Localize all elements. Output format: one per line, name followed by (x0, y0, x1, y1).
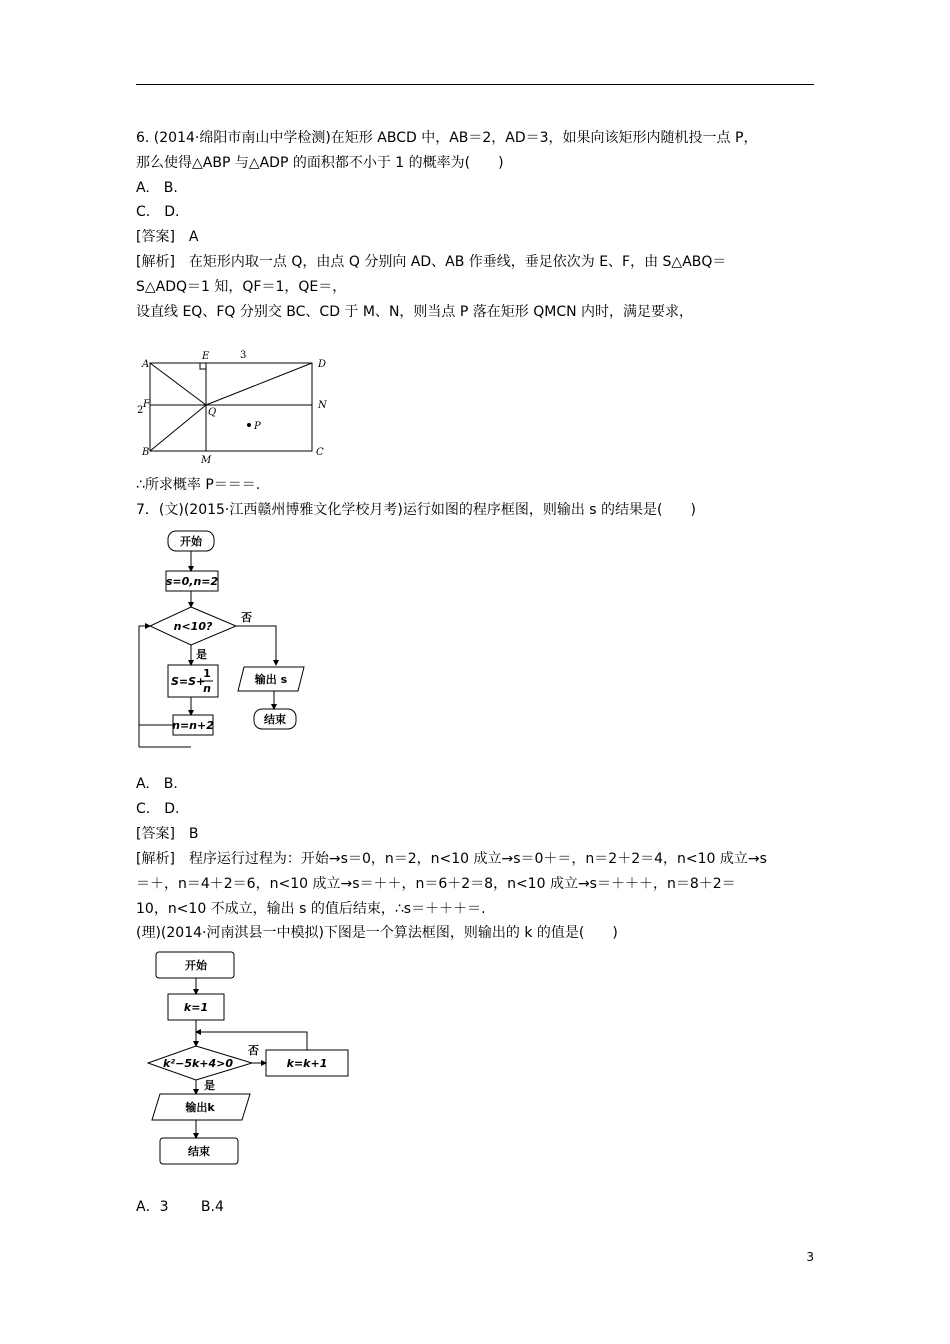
flow1-start: 开始 (180, 535, 202, 548)
q6-options-cd: C. D. (136, 204, 180, 220)
q6-answer: [答案] A (136, 229, 199, 245)
q6-options-ab: A. B. (136, 180, 178, 196)
flow1-frac-den: n (203, 682, 211, 695)
label-c: C (316, 447, 324, 458)
q7-answer: [答案] B (136, 826, 199, 842)
label-a: A (142, 359, 150, 370)
label-n: N (318, 400, 327, 411)
q7-options-ab: A. B. (136, 776, 178, 792)
rectangle-figure (136, 345, 336, 467)
q6-conclusion: ∴所求概率 P＝＝＝. (136, 477, 261, 493)
flow1-incr: n=n+2 (172, 719, 214, 732)
header-rule (136, 84, 814, 85)
flow2-incr: k=k+1 (286, 1057, 328, 1070)
flow1-no: 否 (241, 611, 252, 624)
flow2-no: 否 (248, 1044, 259, 1057)
flow1-init: s=0,n=2 (165, 575, 219, 588)
label-f: F (143, 399, 150, 410)
q6-line2: 那么使得△ABP 与△ADP 的面积都不小于 1 的概率为( ) (136, 155, 504, 171)
q6-analysis-1: [解析] 在矩形内取一点 Q，由点 Q 分别向 AD、AB 作垂线，垂足依次为 E、F，由 S△ABQ＝ (136, 254, 727, 270)
flow2-start: 开始 (185, 959, 207, 972)
flow1-cond: n<10? (173, 620, 213, 633)
flow1-frac-num: 1 (203, 667, 211, 680)
q7-analysis-3: 10，n<10 不成立，输出 s 的值后结束，∴s＝＋＋＋＝. (136, 901, 486, 917)
q7-analysis-2: ＝＋，n＝4＋2＝6，n<10 成立→s＝＋＋，n＝6＋2＝8，n<10 成立→s＝＋＋＋，n＝8＋2＝ (136, 876, 736, 892)
q7-analysis-1: [解析] 程序运行过程为：开始→s＝0，n＝2，n<10 成立→s＝0＋＝，n＝2＋2＝4，n<10 成立→s (136, 851, 767, 867)
flow1-output: 输出 s (254, 673, 288, 686)
flow2-cond: k²−5k+4>0 (162, 1057, 234, 1070)
flow2-init: k=1 (183, 1001, 209, 1014)
label-b: B (142, 447, 150, 458)
flowchart-1 (136, 525, 316, 753)
q7-li-options: A．3 B.4 (136, 1199, 224, 1215)
label-d: D (318, 359, 327, 370)
label-q: Q (208, 407, 217, 418)
flow1-yes: 是 (196, 648, 207, 661)
label-e: E (202, 351, 210, 362)
flow2-output: 输出k (185, 1101, 215, 1114)
length-2: 2 (137, 405, 144, 416)
q6-analysis-2: S△ADQ＝1 知，QF＝1，QE＝， (136, 279, 347, 295)
page-number: 3 (806, 1250, 814, 1264)
point-p (247, 423, 251, 427)
q6-line1: 6. (2014·绵阳市南山中学检测)在矩形 ABCD 中，AB＝2，AD＝3，如果向该矩形内随机投一点 P， (136, 130, 758, 146)
q6-analysis-3: 设直线 EQ、FQ 分别交 BC、CD 于 M、N，则当点 P 落在矩形 QMCN 内时，满足要求， (136, 304, 694, 320)
label-p: P (254, 421, 261, 432)
flow2-end: 结束 (188, 1145, 210, 1158)
length-3: 3 (240, 350, 247, 361)
q7-li-title: (理)(2014·河南淇县一中模拟)下图是一个算法框图，则输出的 k 的值是( ) (136, 925, 618, 941)
q7-title: 7．(文)(2015·江西赣州博雅文化学校月考)运行如图的程序框图，则输出 s 的结果是( ) (136, 502, 696, 518)
flow1-assign: S=S+ (171, 675, 206, 688)
flow1-end: 结束 (264, 713, 286, 726)
label-m: M (201, 455, 212, 466)
flow2-yes: 是 (204, 1079, 215, 1092)
flowchart-2 (136, 948, 366, 1170)
q7-options-cd: C. D. (136, 801, 180, 817)
